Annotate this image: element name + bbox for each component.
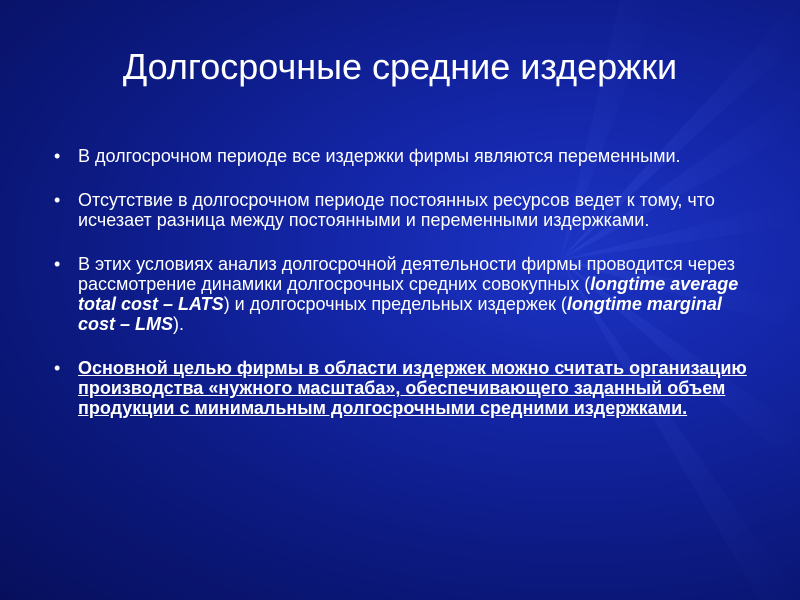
term-lats: longtime average total cost – LATS <box>78 274 739 314</box>
bullet-icon: • <box>54 358 61 378</box>
bullet-icon: • <box>54 190 61 210</box>
bullet-item <box>50 146 750 166</box>
slide-title: Долгосрочные средние издержки <box>122 46 678 87</box>
bullet-text: В долгосрочном периоде все издержки фирмы являются переменными. <box>78 146 681 166</box>
bullet-icon: • <box>54 254 61 274</box>
bullet-item <box>50 358 750 418</box>
bullet-text-part: ). <box>173 314 185 334</box>
bullet-item <box>50 254 750 334</box>
bullet-list <box>50 146 750 438</box>
bullet-text: Отсутствие в долгосрочном периоде постоянных ресурсов ведет к тому, что исчезает разница между постоянными и переменными издержками. <box>78 190 715 230</box>
bullet-text-part: В этих условиях анализ долгосрочной деятельности фирмы проводится через рассмотрение динамики долгосрочных средних совокупных ( <box>78 254 735 294</box>
bullet-item <box>50 190 750 230</box>
bullet-icon: • <box>54 146 61 166</box>
bullet-text-part: ) и долгосрочных предельных издержек ( <box>223 294 567 314</box>
key-conclusion-text: Основной целью фирмы в области издержек можно считать организацию производства «нужного масштаба», обеспечивающего заданный объем продукции с минимальным долгосрочными средними издержками. <box>78 358 747 418</box>
term-lms: longtime marginal cost – LMS <box>78 294 722 334</box>
